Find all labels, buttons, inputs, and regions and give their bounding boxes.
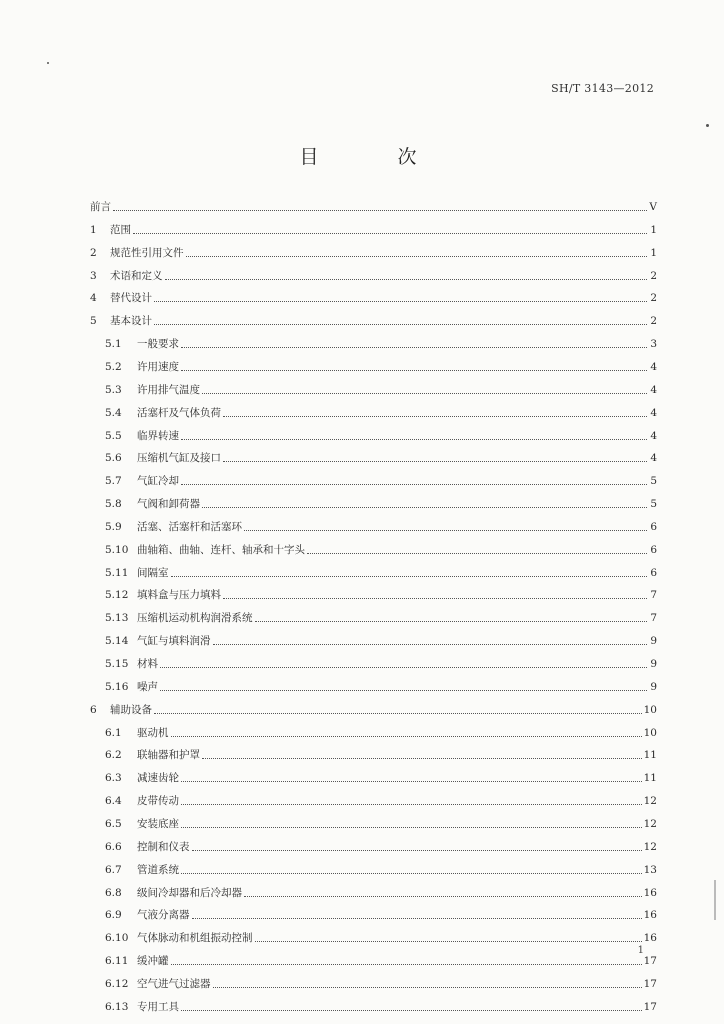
toc-entry-page: 12	[643, 817, 657, 830]
toc-entry-title: 气缸冷却	[137, 475, 179, 488]
scan-speck	[47, 62, 49, 64]
toc-entry-number: 5.1	[105, 338, 122, 351]
toc-entry	[105, 863, 657, 877]
toc-entry-page: 4	[650, 360, 657, 373]
toc-entry	[105, 908, 657, 922]
toc-entry-number: 6.3	[105, 772, 122, 785]
toc-entry-page: 4	[650, 406, 657, 419]
page-title: 目 次	[299, 146, 447, 168]
toc-entry-number: 5.13	[105, 612, 129, 625]
toc-leader-dots	[154, 301, 647, 302]
toc-entry-title: 活塞杆及气体负荷	[137, 406, 221, 419]
toc-leader-dots	[202, 393, 647, 394]
toc-entry-title: 噪声	[137, 680, 158, 693]
toc-entry-title: 规范性引用文件	[110, 246, 184, 259]
toc-entry	[105, 497, 657, 511]
toc-entry-page: 4	[650, 452, 657, 465]
toc-entry-title: 管道系统	[137, 863, 179, 876]
toc-entry-title: 许用排气温度	[137, 383, 200, 396]
toc-entry-page: 13	[643, 863, 657, 876]
scan-speck	[706, 124, 709, 127]
toc-entry-title: 曲轴箱、曲轴、连杆、轴承和十字头	[137, 543, 305, 556]
toc-entry-number: 6.4	[105, 795, 122, 808]
toc-entry	[105, 657, 657, 671]
toc-entry	[105, 543, 657, 557]
toc-entry-title: 前言	[90, 201, 111, 213]
toc-entry	[90, 703, 657, 717]
toc-entry-number: 5.3	[105, 383, 122, 396]
toc-entry-page: 12	[643, 795, 657, 808]
toc-entry-number: 6.6	[105, 840, 122, 853]
toc-entry-page: 1	[650, 246, 657, 259]
toc-entry-number: 3	[90, 269, 97, 282]
toc-entry-title: 压缩机气缸及接口	[137, 452, 221, 465]
toc-entry-number: 5.15	[105, 658, 129, 670]
toc-entry-title: 级间冷却器和后冷却器	[137, 886, 242, 899]
toc-entry	[105, 474, 657, 488]
toc-entry-title: 气阀和卸荷器	[137, 498, 200, 511]
toc-entry-page: 11	[643, 772, 657, 785]
toc-entry	[90, 223, 657, 237]
toc-entry-page: 6	[650, 543, 657, 556]
toc-leader-dots	[244, 896, 642, 897]
toc-leader-dots	[160, 690, 647, 691]
toc-entry-page: 9	[650, 635, 657, 648]
toc-entry-number: 5	[90, 315, 97, 328]
toc-entry-page: 3	[650, 338, 657, 351]
toc-leader-dots	[307, 553, 647, 554]
toc-leader-dots	[192, 918, 642, 919]
toc-leader-dots	[255, 621, 648, 622]
toc-entry-title: 缓冲罐	[137, 955, 169, 968]
toc-entry	[105, 726, 657, 740]
toc-entry-page: 6	[650, 566, 657, 579]
toc-leader-dots	[181, 347, 647, 348]
toc-entry-number: 6.13	[105, 1000, 129, 1013]
toc-entry-number: 6.9	[105, 909, 122, 922]
toc-entry-page: 5	[650, 498, 657, 511]
toc-leader-dots	[181, 484, 647, 485]
toc-entry-number: 6.5	[105, 817, 122, 830]
toc-entry-number: 5.2	[105, 360, 122, 373]
toc-entry	[105, 520, 657, 534]
toc-entry-title: 联轴器和护罩	[137, 749, 200, 762]
toc-entry-title: 气缸与填料润滑	[137, 635, 211, 648]
toc-entry-number: 5.6	[105, 452, 122, 465]
toc-entry-number: 6.11	[105, 955, 129, 968]
toc-leader-dots	[181, 873, 642, 874]
toc-entry-title: 材料	[137, 658, 158, 670]
toc-entry-page: 7	[650, 612, 657, 625]
toc-entry-title: 安装底座	[137, 817, 179, 830]
toc-entry	[90, 314, 657, 328]
toc-entry-page: 2	[650, 269, 657, 282]
toc-leader-dots	[181, 370, 647, 371]
toc-entry-number: 4	[90, 292, 97, 305]
toc-entry	[90, 291, 657, 305]
toc-entry-title: 气体脉动和机组振动控制	[137, 932, 253, 945]
toc-leader-dots	[154, 713, 642, 714]
toc-leader-dots	[181, 827, 642, 828]
toc-leader-dots	[223, 461, 647, 462]
toc-entry	[90, 200, 657, 214]
toc-entry-number: 5.9	[105, 520, 122, 533]
toc-entry	[105, 931, 657, 945]
toc-entry-title: 驱动机	[137, 726, 169, 739]
toc-entry-number: 5.5	[105, 429, 122, 442]
toc-leader-dots	[223, 416, 647, 417]
toc-entry-title: 一般要求	[137, 338, 179, 351]
toc-entry-number: 6.2	[105, 749, 122, 762]
toc-entry	[105, 451, 657, 465]
toc-entry	[105, 406, 657, 420]
toc-entry-number: 5.8	[105, 498, 122, 511]
toc-entry-title: 临界转速	[137, 429, 179, 442]
toc-entry-page: 5	[650, 475, 657, 488]
toc-entry-title: 气液分离器	[137, 909, 190, 922]
toc-entry-number: 6	[90, 703, 97, 716]
toc-entry-title: 范围	[110, 223, 131, 236]
toc-entry	[105, 611, 657, 625]
toc-entry-title: 填料盒与压力填料	[137, 589, 221, 602]
toc-entry-title: 间隔室	[137, 566, 169, 579]
toc-leader-dots	[213, 644, 648, 645]
toc-entry-number: 6.8	[105, 886, 122, 899]
toc-entry	[105, 337, 657, 351]
toc-leader-dots	[202, 507, 647, 508]
page-number: 1	[637, 945, 644, 956]
toc-leader-dots	[181, 781, 642, 782]
toc-entry-page: 4	[650, 383, 657, 396]
toc-entry-page: 16	[643, 886, 657, 899]
toc-entry-title: 皮带传动	[137, 795, 179, 808]
toc-entry-number: 1	[90, 223, 97, 236]
toc-entry-number: 6.12	[105, 977, 129, 990]
toc-leader-dots	[171, 736, 642, 737]
toc-entry-page: 6	[650, 520, 657, 533]
toc-entry	[105, 680, 657, 694]
toc-leader-dots	[223, 598, 647, 599]
toc-entry-title: 控制和仪表	[137, 840, 190, 853]
toc-leader-dots	[154, 324, 647, 325]
toc-entry-page: 16	[643, 909, 657, 922]
toc-entry	[105, 954, 657, 968]
toc-entry-page: 17	[643, 977, 657, 990]
toc-entry-page: 7	[650, 589, 657, 602]
document-code: SH/T 3143—2012	[551, 82, 654, 95]
toc-entry	[105, 748, 657, 762]
toc-entry-number: 5.11	[105, 566, 129, 579]
toc-entry	[105, 977, 657, 991]
toc-leader-dots	[181, 439, 647, 440]
toc-entry-title: 术语和定义	[110, 269, 163, 282]
toc-leader-dots	[171, 576, 648, 577]
toc-entry-number: 5.10	[105, 543, 129, 556]
toc-entry-number: 5.7	[105, 475, 122, 488]
toc-entry-page: 10	[643, 703, 657, 716]
toc-entry-title: 许用速度	[137, 360, 179, 373]
toc-entry	[105, 886, 657, 900]
toc-entry	[105, 588, 657, 602]
toc-entry	[90, 246, 657, 260]
toc-leader-dots	[133, 233, 647, 234]
toc-leader-dots	[255, 941, 642, 942]
scan-speck	[714, 880, 716, 920]
toc-entry-page: 4	[650, 429, 657, 442]
toc-entry-number: 5.14	[105, 635, 129, 648]
toc-leader-dots	[213, 987, 642, 988]
toc-entry	[105, 566, 657, 580]
toc-entry-number: 2	[90, 246, 97, 259]
toc-entry-title: 辅助设备	[110, 703, 152, 716]
toc-entry	[105, 383, 657, 397]
toc-entry-page: 10	[643, 726, 657, 739]
toc-entry-title: 减速齿轮	[137, 772, 179, 785]
toc-leader-dots	[192, 850, 642, 851]
toc-entry-page: 12	[643, 840, 657, 853]
toc-entry	[105, 429, 657, 443]
toc-entry-title: 空气进气过滤器	[137, 977, 211, 990]
toc-entry	[105, 794, 657, 808]
toc-entry-title: 活塞、活塞杆和活塞环	[137, 520, 242, 533]
toc-leader-dots	[181, 1010, 642, 1011]
toc-entry-number: 5.16	[105, 680, 129, 693]
toc-entry-number: 5.12	[105, 589, 129, 602]
toc-entry	[105, 817, 657, 831]
toc-entry	[105, 360, 657, 374]
toc-entry-number: 6.1	[105, 726, 122, 739]
toc-entry-page: 11	[643, 749, 657, 762]
toc-entry-page: 9	[650, 680, 657, 693]
toc-entry-page: 2	[650, 315, 657, 328]
toc-leader-dots	[202, 758, 642, 759]
toc-entry-title: 替代设计	[110, 292, 152, 305]
toc-entry-page: 1	[650, 223, 657, 236]
toc-entry-page: 17	[643, 955, 657, 968]
toc-entry-page: 16	[643, 932, 657, 945]
toc-entry-title: 基本设计	[110, 315, 152, 328]
toc-entry-number: 5.4	[105, 406, 122, 419]
toc-leader-dots	[186, 256, 648, 257]
toc-leader-dots	[181, 804, 642, 805]
toc-entry	[90, 269, 657, 283]
toc-entry-page: V	[649, 201, 657, 213]
toc-leader-dots	[244, 530, 647, 531]
toc-entry	[105, 634, 657, 648]
toc-entry-title: 压缩机运动机构润滑系统	[137, 612, 253, 625]
toc-entry	[105, 840, 657, 854]
toc-leader-dots	[171, 964, 642, 965]
toc-leader-dots	[165, 279, 648, 280]
toc-leader-dots	[160, 667, 647, 668]
toc-entry-page: 17	[643, 1000, 657, 1013]
toc-entry-number: 6.7	[105, 863, 122, 876]
toc-entry-page: 2	[650, 292, 657, 305]
toc-leader-dots	[113, 210, 647, 211]
toc-entry-page: 9	[650, 658, 657, 670]
toc-entry-title: 专用工具	[137, 1000, 179, 1013]
toc-entry-number: 6.10	[105, 932, 129, 945]
toc-entry	[105, 1000, 657, 1014]
toc-entry	[105, 771, 657, 785]
